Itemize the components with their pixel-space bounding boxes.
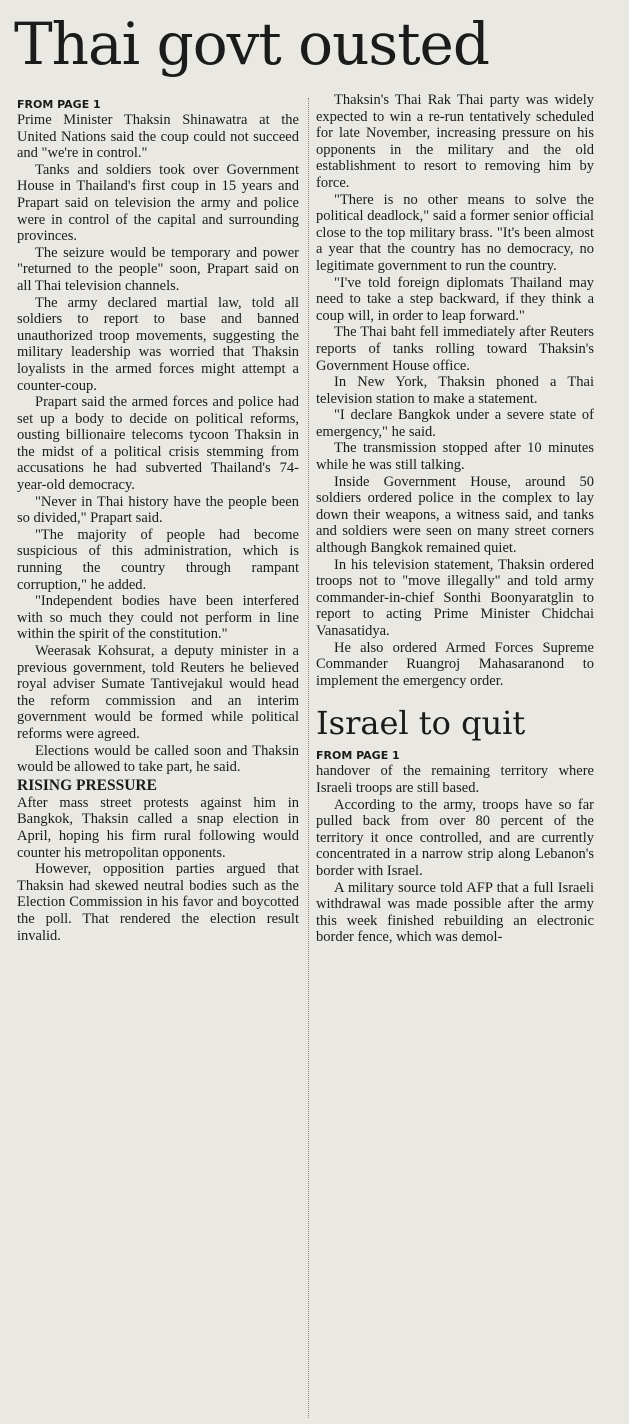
article-paragraph: Thaksin's Thai Rak Thai party was widely expected to win a re-run tentatively scheduled for late November, increasing pressure on his opponents in the military and the old establishment to resort to removing him by force. [316, 92, 594, 191]
article-paragraph: The army declared martial law, told all soldiers to report to base and banned unauthorized troop movements, suggesting the military leadership was worried that Thaksin loyalists in the armed forces might attempt a counter-coup. [17, 294, 299, 394]
article-paragraph: After mass street protests against him in Bangkok, Thaksin called a snap election in April, hoping his firm rural following would counter his metropolitan opponents. [17, 794, 299, 861]
article-paragraph: "I declare Bangkok under a severe state of emergency," he said. [316, 407, 594, 440]
article-paragraph: handover of the remaining territory where Israeli troops are still based. [316, 763, 594, 796]
article-paragraph: "Never in Thai history have the people been so divided," Prapart said. [17, 493, 299, 527]
article-paragraph: The Thai baht fell immediately after Reuters reports of tanks rolling toward Thaksin's Government House office. [316, 324, 594, 374]
left-column [17, 92, 299, 944]
article-paragraph: A military source told AFP that a full Israeli withdrawal was made possible after the army this week finished rebuilding an electronic border fence, which was demol- [316, 879, 594, 946]
article-paragraph: According to the army, troops have so far pulled back from over 80 percent of the territory it once controlled, and are currently concentrated in a narrow strip along Lebanon's border with Israel. [316, 796, 594, 879]
from-page-kicker: FROM PAGE 1 [17, 98, 101, 111]
article-paragraph: "There is no other means to solve the political deadlock," said a former senior official close to the top military brass. "It's been almost a year that the country has no democracy, no legitimate government to run the country. [316, 191, 594, 274]
article-paragraph: The seizure would be temporary and power "returned to the people" soon, Prapart said on all Thai television channels. [17, 244, 299, 294]
article-paragraph: However, opposition parties argued that Thaksin had skewed neutral bodies such as the Election Commission in his favor and boycotted the poll. That rendered the election result invalid. [17, 861, 299, 944]
main-headline: Thai govt ousted [14, 10, 489, 78]
right-column [316, 92, 594, 946]
second-story-kicker: FROM PAGE 1 [316, 749, 400, 763]
article-paragraph: Weerasak Kohsurat, a deputy minister in a previous government, told Reuters he believed royal adviser Sumate Tantivejakul would head the reform commission and an interim government would be formed while political reforms were agreed. [17, 643, 299, 742]
section-subhead: RISING PRESSURE [17, 776, 157, 794]
article-paragraph: The transmission stopped after 10 minutes while he was still talking. [316, 440, 594, 474]
article-paragraph: "Independent bodies have been interfered with so much they could not perform in line within the spirit of the constitution." [17, 593, 299, 643]
article-paragraph: "I've told foreign diplomats Thailand may need to take a step backward, if they think a coup will, in order to leap forward." [316, 274, 594, 324]
article-paragraph: Inside Government House, around 50 soldiers ordered police in the complex to lay down their weapons, a witness said, and tanks and soldiers were seen on many street corners although Bangkok remained quiet. [316, 473, 594, 557]
article-paragraph: Prime Minister Thaksin Shinawatra at the United Nations said the coup could not succeed and "we're in control." [17, 112, 299, 162]
article-paragraph: In his television statement, Thaksin ordered troops not to "move illegally" and told army commander-in-chief Sonthi Boonyaratglin to report to acting Prime Minister Chidchai Vanasatidya. [316, 556, 594, 639]
article-paragraph: Elections would be called soon and Thaksin would be allowed to take part, he said. [17, 742, 299, 776]
article-paragraph: He also ordered Armed Forces Supreme Commander Ruangroj Mahasaranond to implement the emergency order. [316, 639, 594, 689]
article-paragraph: Prapart said the armed forces and police had set up a body to decide on political reforms, ousting billionaire telecoms tycoon Thaksin in the midst of a political crisis stemming from accusations he had subverted Thailand's 74-year-old democracy. [17, 394, 299, 494]
second-story-headline: Israel to quit [316, 704, 526, 743]
article-paragraph: In New York, Thaksin phoned a Thai television station to make a statement. [316, 374, 594, 407]
article-paragraph: Tanks and soldiers took over Government House in Thailand's first coup in 15 years and Prapart said on television the army and police were in control of the capital and surrounding provinces. [17, 161, 299, 245]
article-paragraph: "The majority of people had become suspicious of this administration, which is running the country through rampant corruption," he added. [17, 526, 299, 593]
column-divider [308, 98, 309, 1418]
